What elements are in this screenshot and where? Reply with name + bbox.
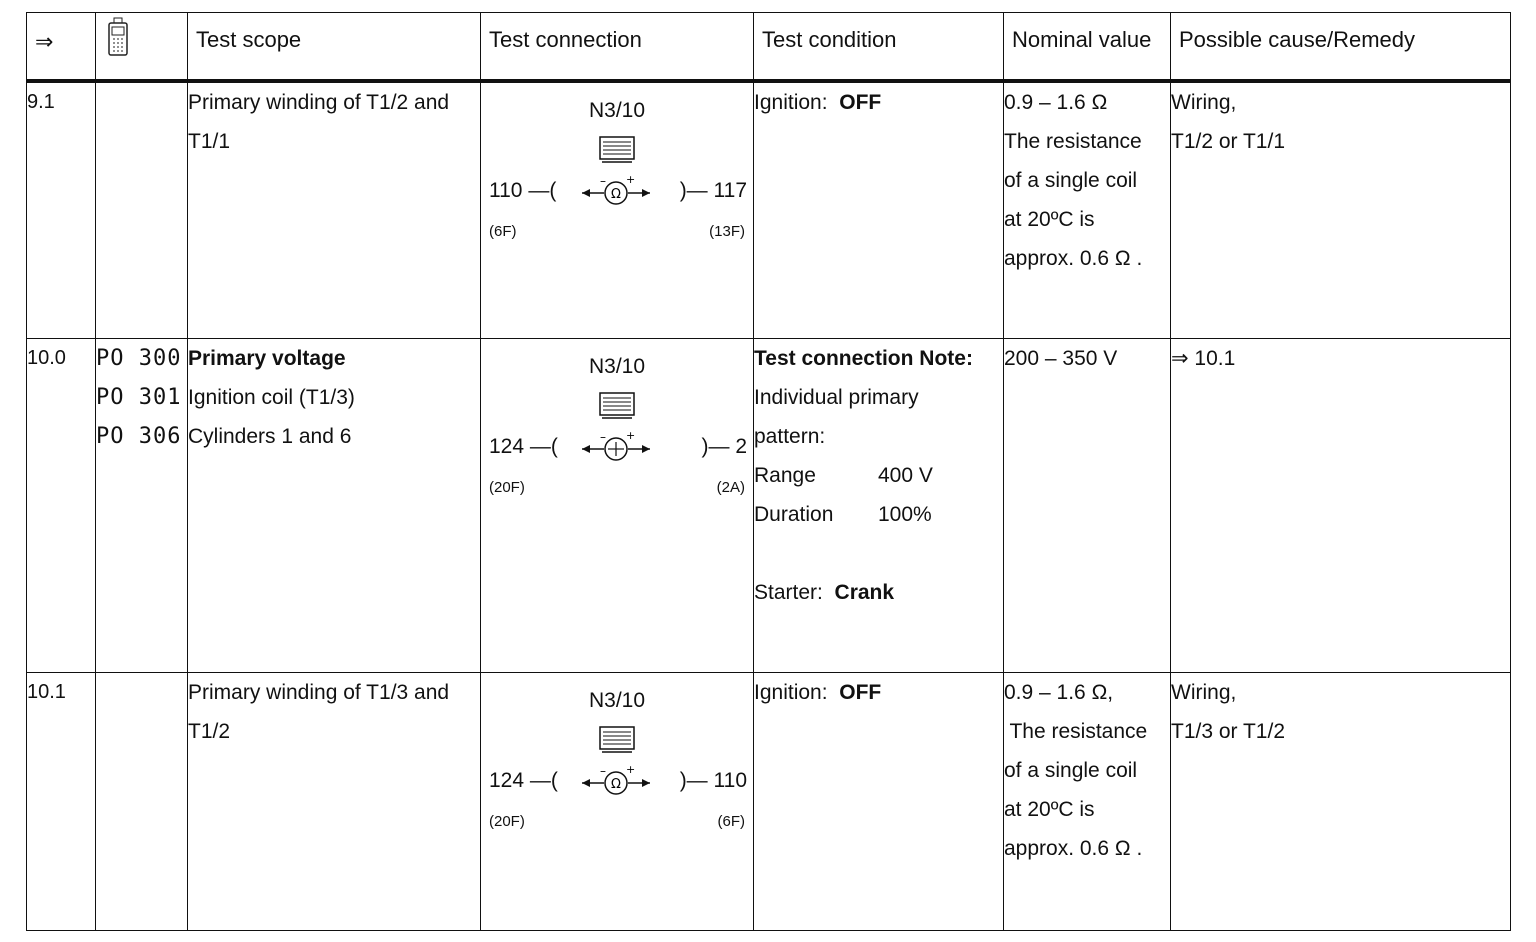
condition-value: OFF	[839, 681, 882, 704]
starter-line	[754, 573, 1003, 612]
svg-text:+: +	[626, 763, 636, 776]
table-row	[27, 339, 1511, 673]
condition-title: Test connection Note:	[754, 347, 973, 370]
possible-cause	[1171, 673, 1511, 931]
test-scope	[188, 673, 481, 931]
right-pin: )— 110	[679, 769, 747, 792]
connection-label: N3/10	[588, 689, 646, 712]
left-pin: 124 —(	[489, 769, 558, 792]
header-tester-icon	[96, 13, 188, 81]
header-test-scope: Test scope	[188, 13, 481, 81]
nominal-line: approx. 0.6 Ω .	[1004, 837, 1143, 860]
cause-line: Wiring,	[1171, 90, 1237, 114]
nominal-line: The resistance	[1004, 129, 1142, 153]
duration-value: 100%	[878, 503, 932, 526]
fault-code: PO 301	[96, 385, 182, 410]
possible-cause	[1171, 81, 1511, 339]
nominal-value	[1004, 81, 1171, 339]
condition-settings	[754, 456, 1003, 534]
starter-label: Starter:	[754, 581, 823, 604]
test-scope	[188, 81, 481, 339]
scope-line: T1/2	[188, 720, 231, 743]
test-condition	[754, 81, 1004, 339]
header-test-condition: Test condition	[754, 13, 1004, 81]
condition-line: pattern:	[754, 425, 826, 448]
svg-text:Ω: Ω	[611, 777, 621, 792]
range-label: Range	[754, 464, 816, 487]
right-pin-sub: (2A)	[716, 479, 745, 496]
header-test-connection: Test connection	[481, 13, 754, 81]
condition-line: Individual primary	[754, 386, 919, 409]
table-row	[27, 81, 1511, 339]
nominal-line: at 20ºC is	[1004, 207, 1095, 231]
svg-text:Ω: Ω	[611, 186, 621, 202]
svg-text:+: +	[626, 172, 636, 186]
range-value: 400 V	[878, 464, 933, 487]
test-scope	[188, 339, 481, 673]
left-pin-sub: (6F)	[489, 222, 517, 240]
left-pin-sub: (20F)	[489, 479, 525, 496]
header-possible-cause: Possible cause/Remedy	[1171, 13, 1511, 81]
row-codes	[96, 339, 188, 673]
left-pin: 110 —(	[489, 178, 557, 202]
test-connection	[481, 673, 754, 931]
svg-text:–: –	[600, 173, 606, 188]
connection-label: N3/10	[588, 355, 646, 378]
test-condition	[754, 673, 1004, 931]
voltmeter-icon	[580, 429, 652, 463]
row-number: 9.1	[27, 81, 96, 339]
test-condition	[754, 339, 1004, 673]
nominal-value	[1004, 339, 1171, 673]
right-pin-sub: (13F)	[709, 222, 745, 240]
starter-value: Crank	[834, 581, 895, 604]
duration-label: Duration	[754, 503, 834, 526]
possible-cause	[1171, 339, 1511, 673]
connection-label: N3/10	[588, 98, 646, 122]
test-box-icon	[598, 135, 636, 165]
test-box-icon	[598, 391, 636, 421]
ohmmeter-icon	[580, 173, 652, 207]
condition-label: Ignition:	[754, 681, 828, 704]
tester-handheld-icon	[106, 17, 132, 59]
cause-line: Wiring,	[1171, 681, 1237, 704]
svg-text:+: +	[626, 429, 636, 442]
scope-line: Primary winding of T1/2 and	[188, 90, 450, 114]
nominal-line: at 20ºC is	[1004, 798, 1095, 821]
right-pin: )— 2	[701, 435, 747, 458]
table-row	[27, 673, 1511, 931]
test-connection	[481, 81, 754, 339]
right-pin-sub: (6F)	[717, 813, 745, 830]
cause-line: ⇒ 10.1	[1171, 347, 1236, 370]
nominal-line: 0.9 – 1.6 Ω	[1004, 90, 1108, 114]
row-number: 10.1	[27, 673, 96, 931]
scope-line: Ignition coil (T1/3)	[188, 386, 355, 409]
scope-line: Primary winding of T1/3 and	[188, 681, 450, 704]
cause-line: T1/3 or T1/2	[1171, 720, 1286, 743]
nominal-line: of a single coil	[1004, 759, 1138, 782]
row-number: 10.0	[27, 339, 96, 673]
table-header-row	[27, 13, 1511, 81]
svg-text:–: –	[600, 764, 606, 778]
diagnostic-test-table	[26, 12, 1511, 931]
row-codes	[96, 81, 188, 339]
scope-line: Cylinders 1 and 6	[188, 425, 352, 448]
test-box-icon	[598, 725, 636, 755]
row-codes	[96, 673, 188, 931]
cause-line: T1/2 or T1/1	[1171, 129, 1286, 153]
left-pin-sub: (20F)	[489, 813, 525, 830]
test-connection	[481, 339, 754, 673]
nominal-line: approx. 0.6 Ω .	[1004, 246, 1143, 270]
header-nominal-value: Nominal value	[1004, 13, 1171, 81]
nominal-line: 0.9 – 1.6 Ω,	[1004, 681, 1114, 704]
ohmmeter-icon	[580, 763, 652, 797]
left-pin: 124 —(	[489, 435, 558, 458]
svg-text:–: –	[600, 430, 606, 444]
scope-title: Primary voltage	[188, 347, 346, 370]
header-arrow: ⇒	[27, 13, 96, 81]
condition-value: OFF	[839, 90, 882, 114]
condition-label: Ignition:	[754, 90, 828, 114]
nominal-line: The resistance	[1004, 720, 1148, 743]
nominal-value	[1004, 673, 1171, 931]
scope-line: T1/1	[188, 129, 231, 153]
nominal-line: 200 – 350 V	[1004, 347, 1118, 370]
fault-code: PO 300	[96, 346, 182, 371]
nominal-line: of a single coil	[1004, 168, 1138, 192]
fault-code: PO 306	[96, 424, 182, 449]
right-pin: )— 117	[679, 178, 747, 202]
